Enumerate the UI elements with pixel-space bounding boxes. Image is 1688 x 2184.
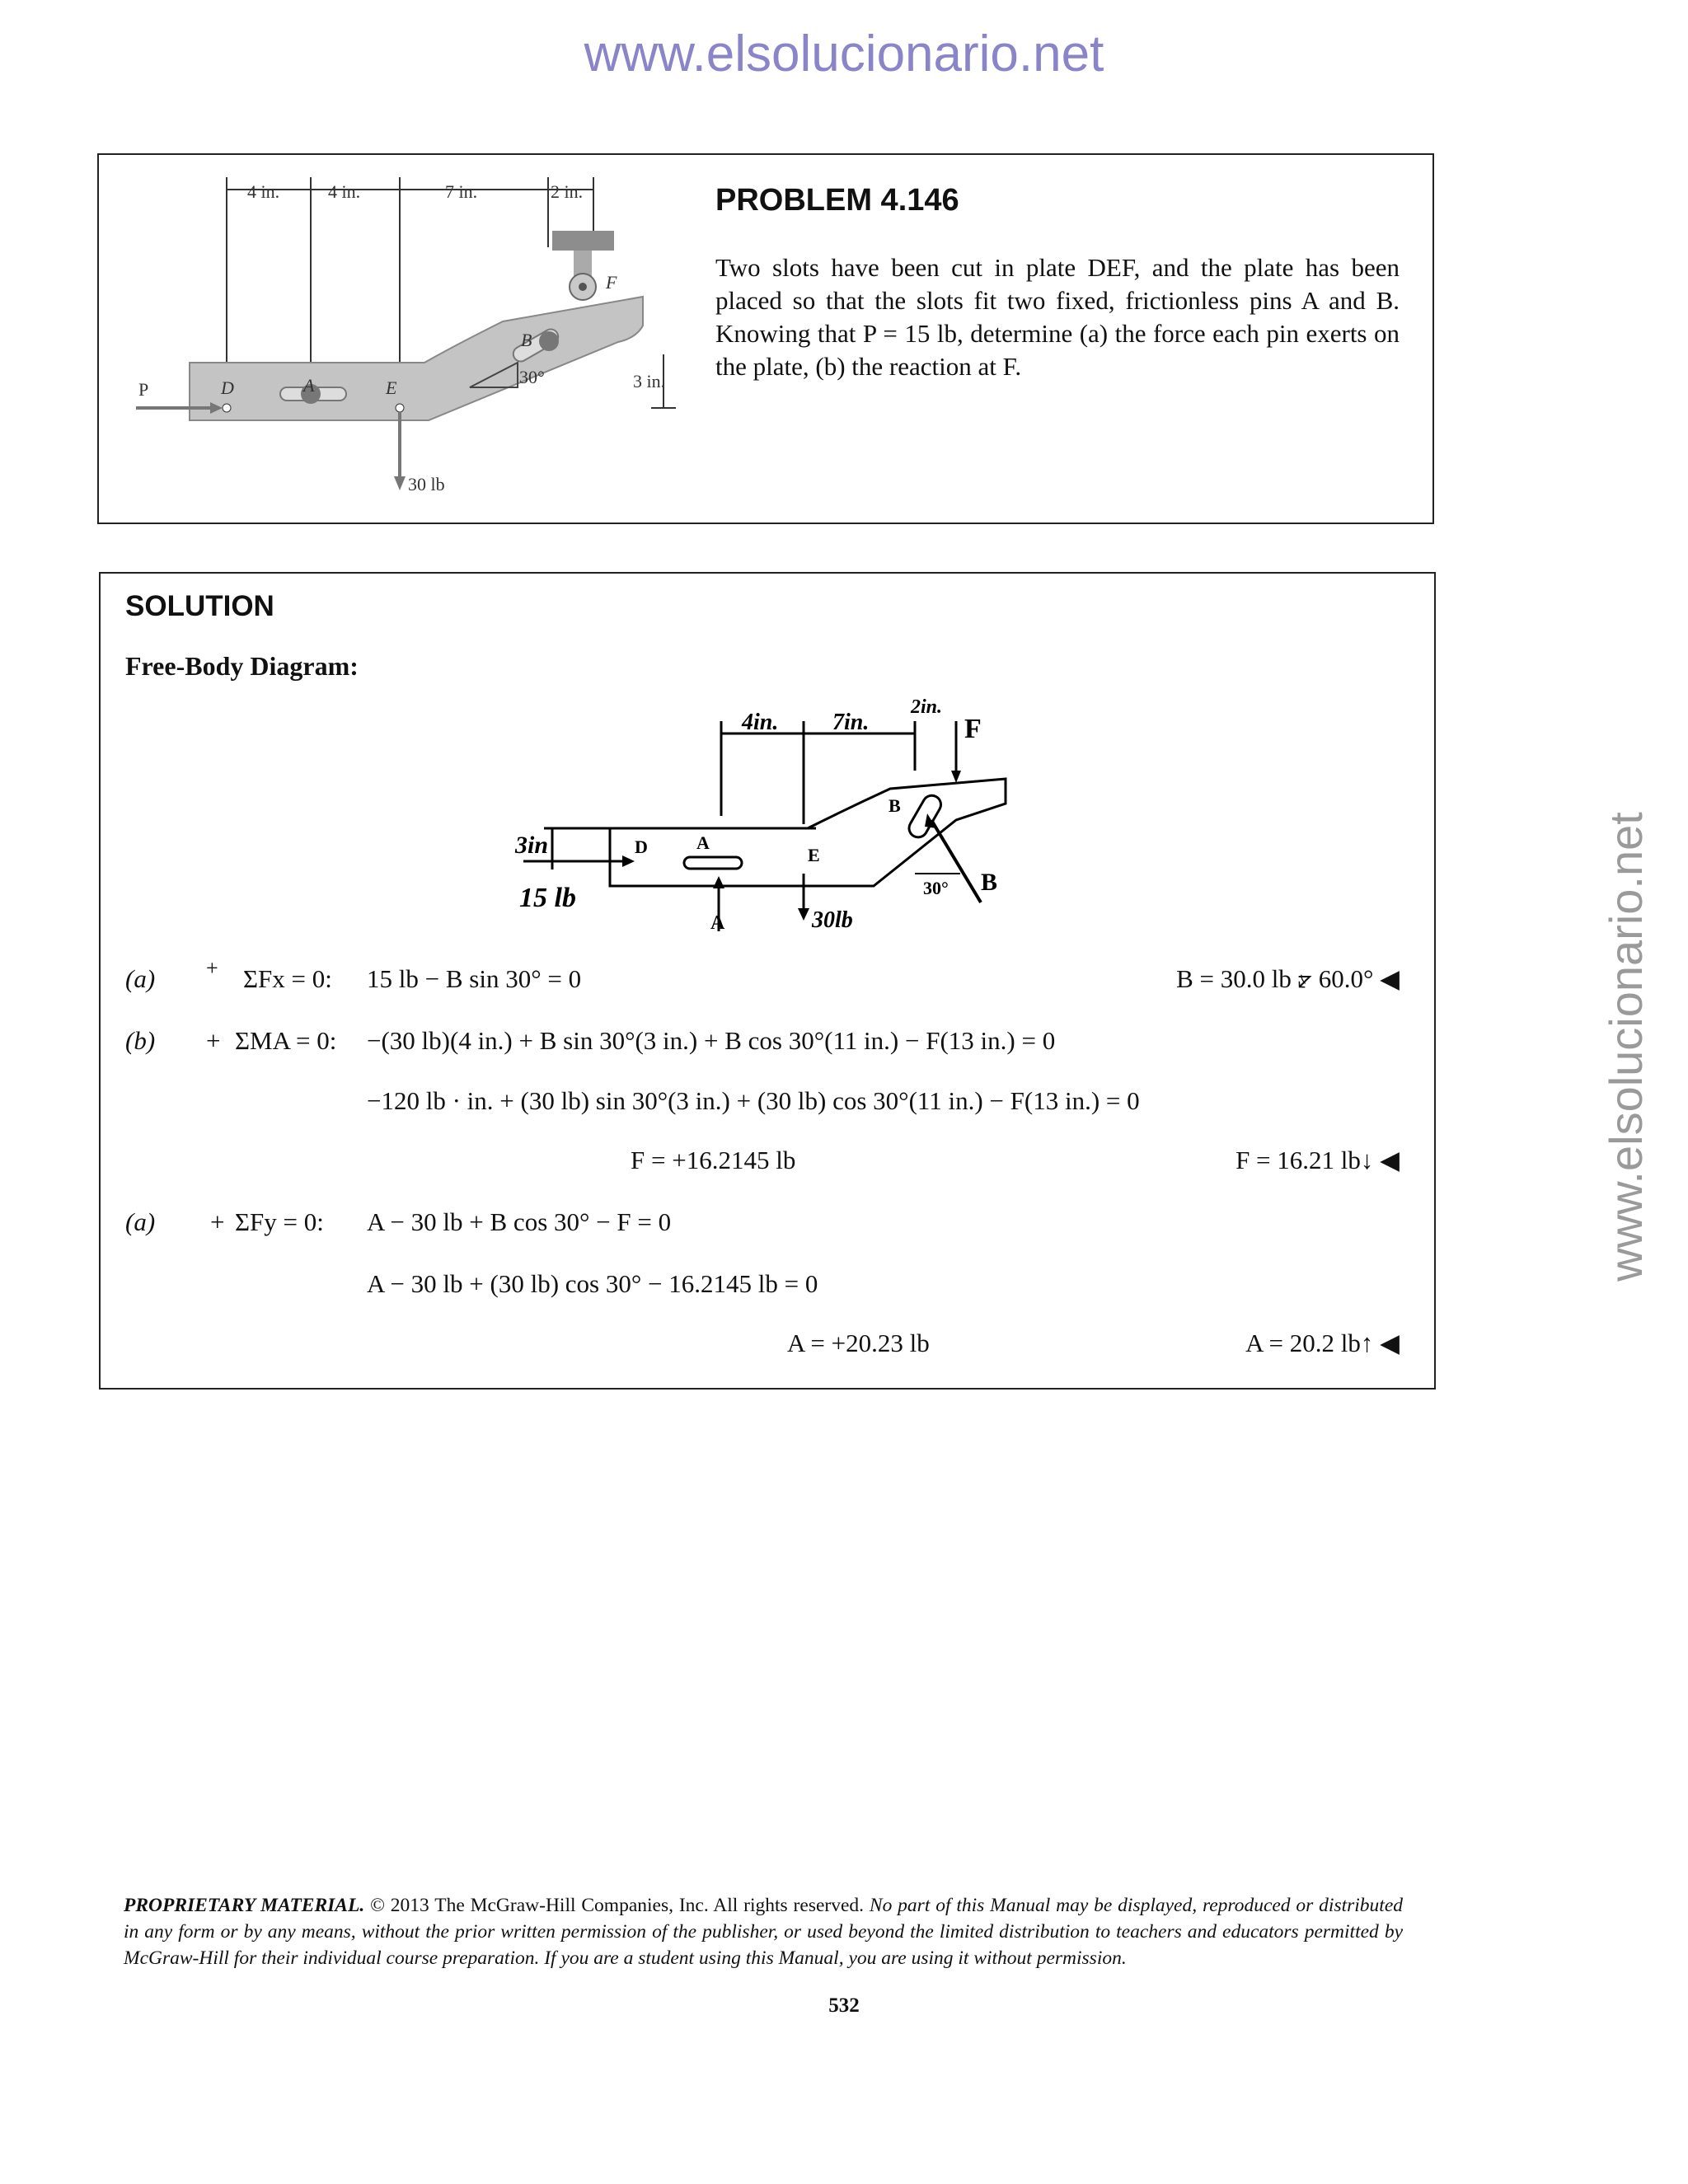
line-2-sum: ΣMA = 0: [235,1026,337,1055]
fbd-label-A: A [696,832,710,853]
label-30lb: 30 lb [408,474,445,494]
page-number: 532 [828,1994,860,2017]
label-F: F [606,272,617,293]
answer-B: B = 30.0 lb ⦫ 60.0° ◀ [1176,964,1400,993]
line-7-eq: A = +20.23 lb [787,1329,930,1357]
watermark-top[interactable]: www.elsolucionario.net [584,26,1104,82]
footer-copyright: © 2013 The McGraw-Hill Companies, Inc. All rights reserved. [370,1895,865,1916]
answer-F: F = 16.21 lb↓ ◀ [1236,1146,1400,1174]
fbd-height: 3in [515,832,549,859]
footer [124,1892,1403,1971]
line-2-label: (b) [125,1026,156,1055]
fbd-label-E: E [808,845,820,865]
problem-figure [115,165,692,511]
fbd-load: 30lb [812,907,853,933]
problem-title: PROBLEM 4.146 [715,183,959,218]
watermark-side: www.elsolucionario.net [1600,812,1652,1282]
solution-title: SOLUTION [125,590,274,622]
line-6-eq: A − 30 lb + (30 lb) cos 30° − 16.2145 lb = 0 [367,1269,818,1298]
fbd-dim-4in: 4in. [742,710,779,735]
fbd-label-A-force: A [710,912,725,934]
fbd-label-B-force: B [981,869,998,896]
fbd-dim-2in: 2in. [911,696,943,718]
line-3-eq: −120 lb · in. + (30 lb) sin 30°(3 in.) + (30 lb) cos 30°(11 in.) − F(13 in.) = 0 [367,1086,1140,1115]
fbd-angle: 30° [923,878,949,898]
label-A: A [303,375,315,396]
label-D: D [221,377,234,398]
dim-4in-a: 4 in. [247,181,280,202]
label-E: E [386,377,397,398]
fbd-force: 15 lb [519,883,576,913]
label-B: B [521,330,532,350]
line-1-label: (a) [125,964,156,993]
fbd-label-F: F [964,714,982,744]
line-5-sign: + [210,1207,225,1236]
label-30: 30° [519,367,545,387]
dim-2in: 2 in. [551,181,584,202]
line-5-label: (a) [125,1207,156,1236]
dim-4in-b: 4 in. [328,181,361,202]
fbd-title: Free-Body Diagram: [125,651,359,681]
fbd-label-D: D [635,837,648,857]
fbd-dim-7in: 7in. [832,710,870,735]
line-4-eq: F = +16.2145 lb [631,1146,796,1174]
dim-7in: 7 in. [445,181,478,202]
line-2-eq: −(30 lb)(4 in.) + B sin 30°(3 in.) + B cos 30°(11 in.) − F(13 in.) = 0 [367,1026,1056,1055]
line-5-eq: A − 30 lb + B cos 30° − F = 0 [367,1207,672,1236]
line-1-eq: 15 lb − B sin 30° = 0 [367,964,582,993]
line-2-sign: + [206,1026,221,1055]
line-1-sum: ΣFx = 0: [243,964,332,993]
dim-3in: 3 in. [633,371,666,391]
footer-lead: PROPRIETARY MATERIAL. [124,1895,365,1916]
footer-notice: No part of this Manual may be displayed, reproduced or distributed in any form or by any means, without the prior written permission of the publisher, or used beyond the limited distribution to teachers and educators permitted by McGraw-Hill for their individual course preparation. If you are a student using this Manual, you are using it without permission. [124,1895,1404,1969]
answer-A: A = 20.2 lb↑ ◀ [1245,1329,1400,1357]
fbd-label-B: B [889,795,901,816]
problem-text: Two slots have been cut in plate DEF, and the plate has been placed so that the slots fit two fixed, frictionless pins A and B. Knowing that P = 15 lb, determine (a) the force each pin exerts on the plate, (b) the reaction at F. [715,253,1400,381]
line-5-sum: ΣFy = 0: [235,1207,324,1236]
label-P: P [138,379,149,400]
free-body-diagram [495,696,1039,960]
line-1-sign: + [206,956,218,980]
